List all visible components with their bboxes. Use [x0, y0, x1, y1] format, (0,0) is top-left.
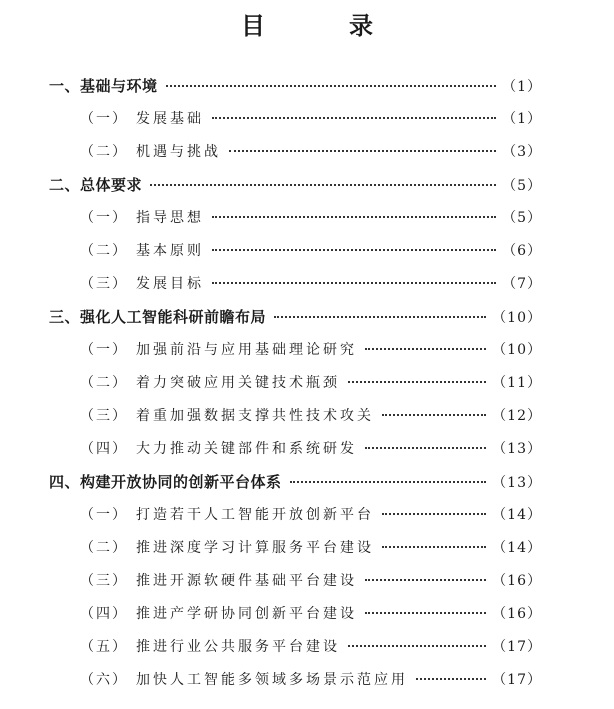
- toc-entry-title: 机遇与挑战: [136, 144, 221, 160]
- toc-entry-number: （六）: [80, 672, 128, 688]
- toc-page-number: （13）: [492, 441, 542, 457]
- dot-leader: [365, 348, 486, 350]
- toc-page-number: （11）: [492, 375, 542, 391]
- toc-section-entry[interactable]: [0, 603, 614, 636]
- dot-leader: [382, 414, 486, 416]
- toc-entry-title: 基本原则: [136, 243, 204, 259]
- toc-section-entry[interactable]: [0, 537, 614, 570]
- toc-entry-number: （二）: [80, 540, 128, 556]
- toc-section-entry[interactable]: [0, 372, 614, 405]
- toc-entry-number: （一）: [80, 210, 128, 226]
- toc-entry-number: （二）: [80, 375, 128, 391]
- dot-leader: [166, 85, 497, 87]
- toc-entry-number: （四）: [80, 441, 128, 457]
- toc-entry-number: （三）: [80, 276, 128, 292]
- toc-entry-title: 构建开放协同的创新平台体系: [80, 473, 282, 491]
- toc-page-number: （3）: [502, 144, 542, 160]
- toc-section-entry[interactable]: [0, 141, 614, 174]
- toc-entry-title: 总体要求: [80, 176, 143, 194]
- dot-leader: [229, 150, 496, 152]
- dot-leader: [212, 117, 496, 119]
- toc-chapter-entry[interactable]: [0, 306, 614, 339]
- toc-entry-number: （四）: [80, 606, 128, 622]
- toc-entry-title: 推进深度学习计算服务平台建设: [136, 540, 374, 556]
- toc-entry-title: 推进开源软硬件基础平台建设: [136, 573, 357, 589]
- toc-entry-number: 二、: [49, 176, 81, 194]
- toc-page-number: （17）: [492, 672, 542, 688]
- toc-entry-title: 着力突破应用关键技术瓶颈: [136, 375, 340, 391]
- toc-page-number: （5）: [502, 210, 542, 226]
- toc-entry-title: 推进产学研协同创新平台建设: [136, 606, 357, 622]
- toc-page-number: （6）: [502, 243, 542, 259]
- toc-entry-title: 加快人工智能多领域多场景示范应用: [136, 672, 408, 688]
- toc-entry-number: （二）: [80, 243, 128, 259]
- toc-page-number: （10）: [492, 342, 542, 358]
- toc-entry-title: 基础与环境: [80, 77, 158, 95]
- toc-section-entry[interactable]: [0, 108, 614, 141]
- toc-entry-number: （一）: [80, 111, 128, 127]
- toc-page-number: （17）: [492, 639, 542, 655]
- toc-section-entry[interactable]: [0, 504, 614, 537]
- toc-section-entry[interactable]: [0, 405, 614, 438]
- toc-entry-title: 大力推动关键部件和系统研发: [136, 441, 357, 457]
- toc-section-entry[interactable]: [0, 438, 614, 471]
- toc-section-entry[interactable]: [0, 273, 614, 306]
- toc-entry-number: （三）: [80, 408, 128, 424]
- toc-entry-number: （二）: [80, 144, 128, 160]
- toc-entry-number: （一）: [80, 507, 128, 523]
- toc-page-number: （14）: [492, 540, 542, 556]
- toc-page-number: （14）: [492, 507, 542, 523]
- toc-page-number: （16）: [492, 606, 542, 622]
- dot-leader: [212, 249, 496, 251]
- toc-entry-title: 发展基础: [136, 111, 204, 127]
- toc-page-number: （7）: [502, 276, 542, 292]
- toc-entry-title: 加强前沿与应用基础理论研究: [136, 342, 357, 358]
- dot-leader: [212, 282, 496, 284]
- dot-leader: [416, 678, 486, 680]
- toc-entry-title: 指导思想: [136, 210, 204, 226]
- toc-section-entry[interactable]: [0, 636, 614, 669]
- toc-section-entry[interactable]: [0, 240, 614, 273]
- toc-chapter-entry[interactable]: [0, 75, 614, 108]
- dot-leader: [382, 513, 486, 515]
- toc-page-number: （16）: [492, 573, 542, 589]
- toc-entry-title: 打造若干人工智能开放创新平台: [136, 507, 374, 523]
- table-of-contents: [0, 75, 614, 702]
- toc-entry-title: 强化人工智能科研前瞻布局: [80, 308, 267, 326]
- page-title: 目 录: [241, 12, 403, 40]
- toc-page-number: （1）: [502, 111, 542, 127]
- toc-section-entry[interactable]: [0, 207, 614, 240]
- toc-entry-number: 三、: [49, 308, 81, 326]
- toc-chapter-entry[interactable]: [0, 471, 614, 504]
- toc-entry-number: 四、: [49, 473, 81, 491]
- dot-leader: [365, 447, 486, 449]
- dot-leader: [212, 216, 496, 218]
- dot-leader: [274, 316, 486, 318]
- toc-section-entry[interactable]: [0, 570, 614, 603]
- toc-entry-title: 发展目标: [136, 276, 204, 292]
- dot-leader: [150, 184, 496, 186]
- dot-leader: [348, 645, 486, 647]
- toc-section-entry[interactable]: [0, 339, 614, 372]
- dot-leader: [348, 381, 486, 383]
- toc-entry-number: （三）: [80, 573, 128, 589]
- dot-leader: [365, 579, 486, 581]
- toc-entry-title: 着重加强数据支撑共性技术攻关: [136, 408, 374, 424]
- dot-leader: [365, 612, 486, 614]
- dot-leader: [290, 481, 487, 483]
- toc-page-number: （13）: [492, 475, 542, 491]
- toc-entry-number: （一）: [80, 342, 128, 358]
- toc-entry-number: 一、: [49, 77, 81, 95]
- toc-section-entry[interactable]: [0, 669, 614, 702]
- toc-page-number: （10）: [492, 310, 542, 326]
- toc-entry-number: （五）: [80, 639, 128, 655]
- toc-page-number: （1）: [502, 79, 542, 95]
- dot-leader: [382, 546, 486, 548]
- toc-entry-title: 推进行业公共服务平台建设: [136, 639, 340, 655]
- toc-page-number: （5）: [502, 178, 542, 194]
- toc-page-number: （12）: [492, 408, 542, 424]
- toc-chapter-entry[interactable]: [0, 174, 614, 207]
